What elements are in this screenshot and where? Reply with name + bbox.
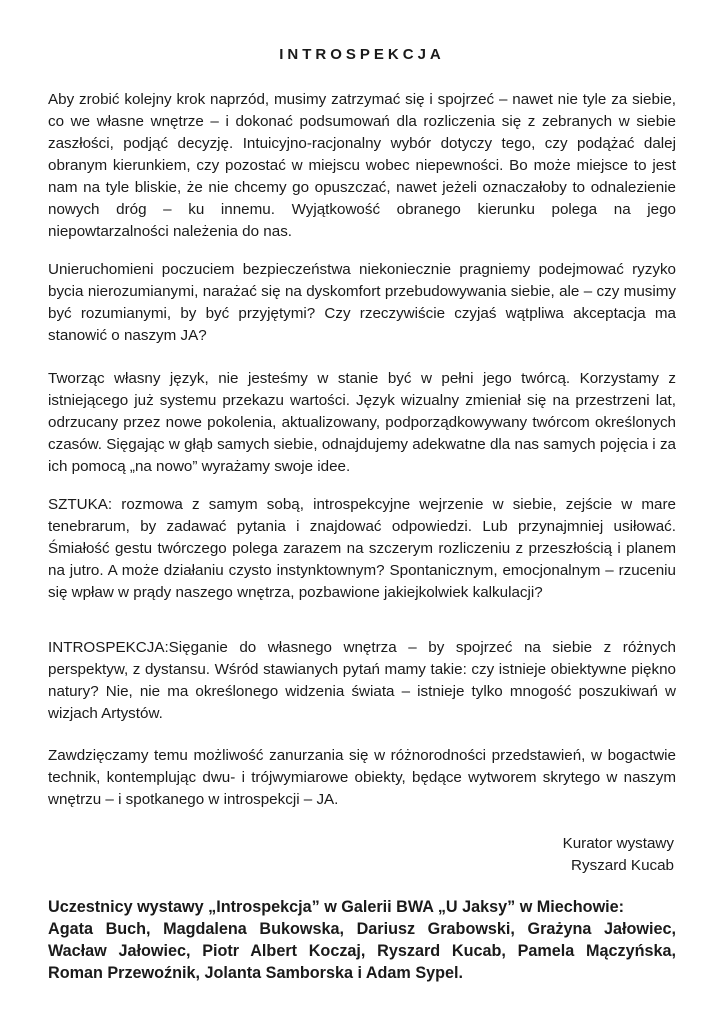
paragraph-5: INTROSPEKCJA:Sięganie do własnego wnętrza – by spojrzeć na siebie z różnych perspektyw, z dystansu. Wśród stawianych pytań mamy takie: czy istnieje obiektywne piękno natury? Nie, nie ma określonego widzenia świata – istnieje tylko mnogość poszukiwań w wizjach Artystów. [48, 639, 676, 722]
curator-name: Ryszard Kucab [571, 857, 674, 874]
participants-block [48, 896, 676, 984]
curator-signature [563, 833, 674, 877]
paragraph-6: Zawdzięczamy temu możliwość zanurzania się w różnorodności przedstawień, w bogactwie technik, kontemplując dwu- i trójwymiarowe obiekty, będące wytworem skrytego w naszym wnętrzu – i spotkanego w introspekcji – JA. [48, 747, 676, 808]
participants-heading: Uczestnicy wystawy „Introspekcja” w Galerii BWA „U Jaksy” w Miechowie: [48, 898, 625, 916]
participants-names: Agata Buch, Magdalena Bukowska, Dariusz Grabowski, Grażyna Jałowiec, Wacław Jałowiec, Piotr Albert Koczaj, Ryszard Kucab, Pamela Mączyńska, Roman Przewoźnik, Jolanta Samborska i Adam Sypel. [48, 920, 676, 982]
document-title: INTROSPEKCJA [279, 46, 445, 63]
paragraph-2: Unieruchomieni poczuciem bezpieczeństwa niekoniecznie pragniemy podejmować ryzyko bycia nierozumianymi, narażać się na dyskomfort przebudowywania siebie, ale – czy musimy być rozumianymi, by być przyjętymi? Czy rzeczywiście czyjaś wątpliwa akceptacja ma stanowić o naszym JA? [48, 261, 676, 344]
curator-role: Kurator wystawy [562, 835, 674, 852]
paragraph-4: SZTUKA: rozmowa z samym sobą, introspekcyjne wejrzenie w siebie, zejście w mare tenebrarum, by zadawać pytania i znajdować odpowiedzi. Lub przynajmniej usiłować. Śmiałość gestu twórczego polega zarazem na szczerym rozliczeniu z przeszłością i planem na jutro. A może działaniu czysto instynktownym? Spontanicznym, emocjonalnym – rzuceniu się wpław w prądy naszego wnętrza, pozbawione jakiejkolwiek kalkulacji? [48, 496, 676, 601]
paragraph-3: Tworząc własny język, nie jesteśmy w stanie być w pełni jego twórcą. Korzystamy z istniejącego już systemu przekazu wartości. Język wizualny zmieniał się na przestrzeni lat, odrzucany przez nowe pokolenia, aktualizowany, podporządkowywany twórcom określonych czasów. Sięgając w głąb samych siebie, odnajdujemy adekwatne dla nas samych pojęcia i za ich pomocą „na nowo” wyrażamy swoje idee. [48, 370, 676, 475]
paragraph-1: Aby zrobić kolejny krok naprzód, musimy zatrzymać się i spojrzeć – nawet nie tyle za siebie, co we własne wnętrze – i dokonać podsumowań dla rozliczenia się z zebranych w siebie zaszłości, podjąć decyzję. Intuicyjno-racjonalny wybór dotyczy tego, czy podążać dalej obranym kierunkiem, czy pozostać w miejscu wobec niepewności. Bo może miejsce to jest nam na tyle bliskie, że nie chcemy go opuszczać, nawet jeżeli oznaczałoby to odnalezienie nowych dróg – ku innemu. Wyjątkowość obranego kierunku polega na jego niepowtarzalności należenia do nas. [48, 91, 676, 240]
document-page [48, 0, 676, 1026]
